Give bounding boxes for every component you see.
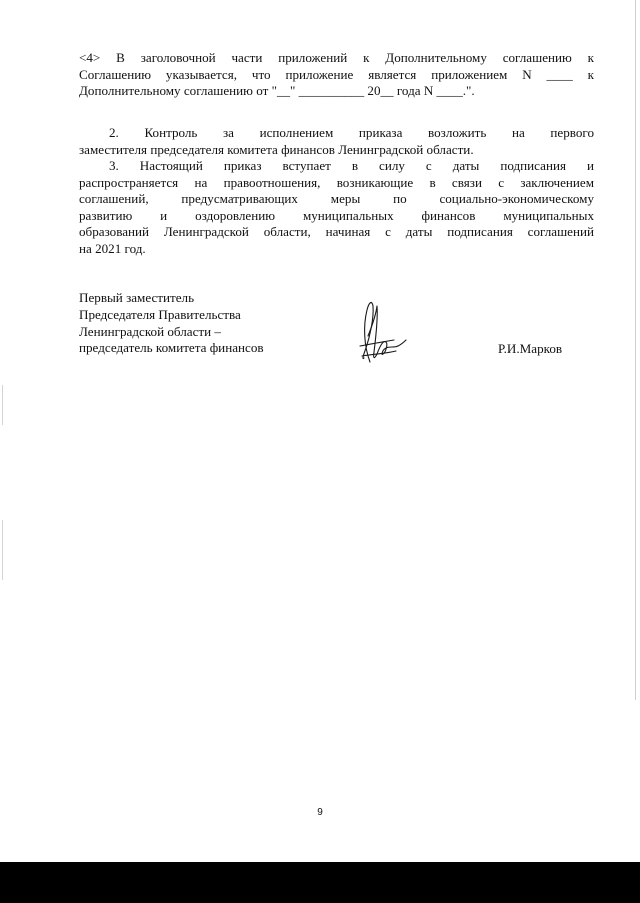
paragraph-line: заместителя председателя комитета финансов Ленинградской области. bbox=[79, 141, 474, 157]
signatory-name: Р.И.Марков bbox=[498, 341, 563, 356]
signatory-title-line: председатель комитета финансов bbox=[79, 340, 264, 356]
item-3-paragraph bbox=[79, 158, 594, 258]
footnote-line: Дополнительному соглашению от "__" __________ 20__ года N ____.". bbox=[79, 83, 475, 99]
signatory-title-line: Председателя Правительства bbox=[79, 306, 241, 322]
paragraph-line: на 2021 год. bbox=[79, 240, 146, 256]
paragraph-line: развитию и оздоровлению муниципальных финансов муниципальных bbox=[79, 207, 594, 223]
scan-edge-mark bbox=[2, 385, 3, 425]
item-2-paragraph bbox=[79, 125, 594, 158]
scan-bottom-bar bbox=[0, 862, 640, 903]
paragraph-line: распространяется на правоотношения, возникающие в связи с заключением bbox=[79, 174, 594, 190]
footnote-paragraph bbox=[79, 50, 594, 100]
footnote-line: Соглашению указывается, что приложение является приложением N ____ к bbox=[79, 66, 594, 82]
page-edge-line bbox=[635, 0, 636, 700]
signatory-title-line: Ленинградской области – bbox=[79, 323, 221, 339]
paragraph-line: 2. Контроль за исполнением приказа возложить на первого bbox=[109, 125, 594, 140]
signatory-title bbox=[79, 290, 264, 357]
scan-edge-mark bbox=[2, 520, 3, 580]
handwritten-signature bbox=[350, 296, 410, 366]
paragraph-line: образований Ленинградской области, начиная с даты подписания соглашений bbox=[79, 224, 594, 240]
paragraph-line: 3. Настоящий приказ вступает в силу с даты подписания и bbox=[109, 158, 594, 173]
page-number: 9 bbox=[317, 807, 323, 818]
signatory-title-line: Первый заместитель bbox=[79, 290, 195, 305]
paragraph-line: соглашений, предусматривающих меры по социально-экономическому bbox=[79, 191, 594, 207]
footnote-line: <4> В заголовочной части приложений к Дополнительному соглашению к bbox=[79, 50, 594, 65]
